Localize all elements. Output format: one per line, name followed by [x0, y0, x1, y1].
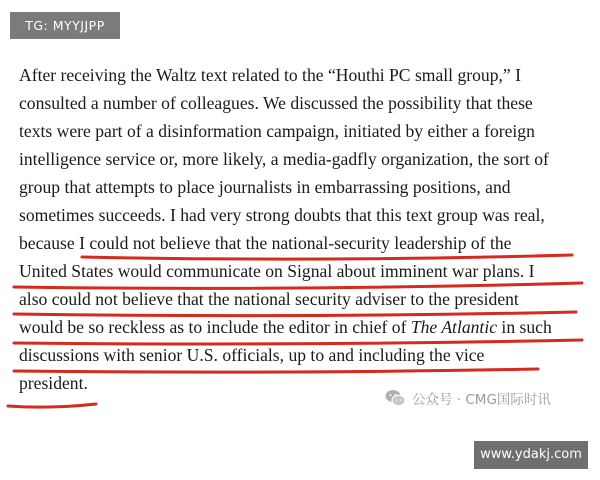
text-line: intelligence service or, more likely, a media-gadfly organization, the sort of	[19, 149, 549, 169]
underline-stroke	[14, 283, 582, 288]
text-line: sometimes succeeds. I had very strong doubts that this text group was real,	[19, 205, 545, 225]
text-line: After receiving the Waltz text related to the “Houthi PC small group,” I	[19, 65, 521, 85]
underline-stroke	[8, 404, 96, 407]
text-line: president.	[19, 373, 88, 393]
text-line: texts were part of a disinformation campaign, initiated by either a foreign	[19, 121, 535, 141]
watermark-text: 公众号 · CMG国际时讯	[412, 392, 551, 408]
text-line: because I could not believe that the national-security leadership of the	[19, 233, 512, 253]
publication-name: The Atlantic	[410, 317, 498, 337]
text-segment: in such	[497, 317, 552, 337]
text-line: also could not believe that the national security adviser to the president	[19, 289, 519, 309]
tg-badge: TG: MYYJJPP	[10, 12, 120, 39]
text-segment: would be so reckless as to include the editor in chief of	[19, 317, 411, 337]
underline-stroke	[14, 312, 576, 316]
underline-stroke	[82, 255, 572, 259]
wechat-watermark	[384, 386, 551, 410]
wechat-icon	[384, 388, 406, 408]
text-line: group that attempts to place journalists in embarrassing positions, and	[19, 177, 511, 197]
underline-stroke	[14, 340, 582, 344]
site-url-badge: www.ydakj.com	[474, 441, 588, 469]
text-line: discussions with senior U.S. officials, up to and including the vice	[19, 345, 485, 365]
text-line: consulted a number of colleagues. We discussed the possibility that these	[19, 93, 533, 113]
underline-stroke	[14, 369, 538, 372]
text-line: United States would communicate on Signal about imminent war plans. I	[19, 261, 535, 281]
